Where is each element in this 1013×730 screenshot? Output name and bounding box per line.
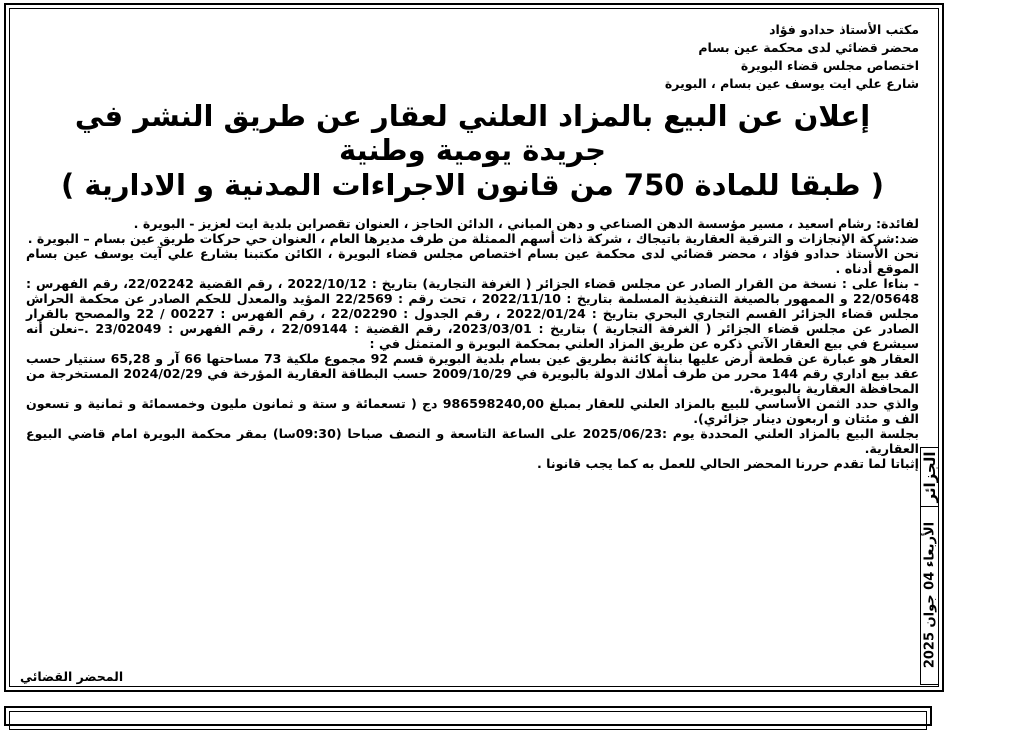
next-notice-frame (4, 706, 932, 726)
property-paragraph: العقار هو عبارة عن قطعة أرض عليها بناية كائنة بطريق عين بسام بلدية البويرة قسم 92 مجموع ملكية 73 مساحتها 66 آر و 65,28 سنتيار حسب عقد بيع اداري رقم 144 محرر من طرف أملاك الدولة بالبويرة في 2009/10/29 حسب البطاقة العقارية المؤرخة في 2024/02/29 المستخرجة من المحافظة العقارية بالبويرة. (26, 351, 920, 396)
newspaper-brand-box (921, 448, 938, 507)
closing-paragraph: إثباتا لما تقدم حررنا المحضر الحالي للعمل به كما يجب قانونا . (536, 456, 919, 471)
notice-subtitle: ( طبقا للمادة 750 من قانون الاجراءات المدنية و الادارية ) (61, 168, 884, 202)
newspaper-side-strip (920, 447, 939, 685)
office-jurisdiction: اختصاص مجلس قضاء البويرة (740, 58, 919, 73)
session-paragraph: بجلسة البيع بالمزاد العلني المحددة يوم :2025/06/23 على الساعة التاسعة و النصف صباحا (09:30سا) بمقر محكمة البويرة امام قاضي البيوع العقارية. (26, 426, 920, 456)
creditor-paragraph: لفائدة: رشام اسعيد ، مسير مؤسسة الدهن الصناعي و دهن المباني ، الدائن الحاجز ، العنوان تقصرابن بلدية ايت لعزيز - البويرة . (133, 216, 919, 231)
legal-basis-paragraph: - بناءا على : نسخة من القرار الصادر عن مجلس قضاء الجزائر ( الغرفة التجارية) بتاريخ : 2022/10/12 ، رقم القضية 22/02242، رقم الفهرس : 22/05648 و الممهور بالصيغة التنفيذية المسلمة بتاريخ : 2022/11/10 ، تحت رقم : 22/2569 المؤيد والمعدل للحكم الصادر عن محكمة الحراش مجلس قضاء الجزائر القسم التجاري البحري بتاريخ : 2022/01/24 ، رقم الجدول : 22/02290 ، رقم الفهرس : 00227 / 22 والمصحح بالقرار الصادر عن مجلس قضاء الجزائر ( الغرفة التجارية ) بتاريخ : 2023/03/01، رقم القضية : 22/09144 ، رقم الفهرس : 23/02049 .–نعلن أنه سيشرع في بيع العقار الآتي ذكره عن طريق المزاد العلني بمحكمة البويرة و المتمثل في : (26, 276, 919, 351)
notice-title: إعلان عن البيع بالمزاد العلني لعقار عن طريق النشر في جريدة يومية وطنية (74, 99, 871, 167)
price-paragraph: والذي حدد الثمن الأساسي للبيع بالمزاد العلني للعقار بمبلغ 986598240,00 دج ( تسعمائة و ستة و ثمانون مليون وخمسمائة و ثمانية و تسعون الف و مئتان و اربعون دينار جزائري). (26, 396, 919, 426)
office-address: شارع علي ايت يوسف عين بسام ، البويرة (664, 76, 919, 91)
newspaper-date: الأربعاء 04 جوان 2025 (922, 521, 937, 669)
notice-body (26, 216, 919, 471)
bailiff-paragraph: نحن الأستاذ حدادو فؤاد ، محضر قضائي لدى محكمة عين بسام اختصاص مجلس قضاء البويرة ، الكائن مكتبنا بشارع علي آيت يوسف عين بسام الموقع أدناه . (26, 246, 919, 276)
bailiff-signature: المحضر القضائي (20, 669, 124, 684)
office-name: مكتب الأستاذ حدادو فؤاد (769, 22, 919, 37)
legal-notice-content (26, 21, 919, 681)
office-header (26, 21, 919, 93)
newspaper-date-box (921, 506, 938, 684)
newspaper-brand: الجزائر (920, 451, 939, 503)
office-role: محضر قضائي لدى محكمة عين بسام (698, 40, 919, 55)
next-notice-inner-border (9, 711, 927, 730)
debtor-paragraph: ضد:شركة الإنجازات و الترقية العقارية باتيجاك ، شركة ذات أسهم الممثلة من طرف مديرها العام ، العنوان حي حركات طريق عين بسام – البويرة . (27, 231, 919, 246)
legal-notice-frame (4, 3, 944, 692)
